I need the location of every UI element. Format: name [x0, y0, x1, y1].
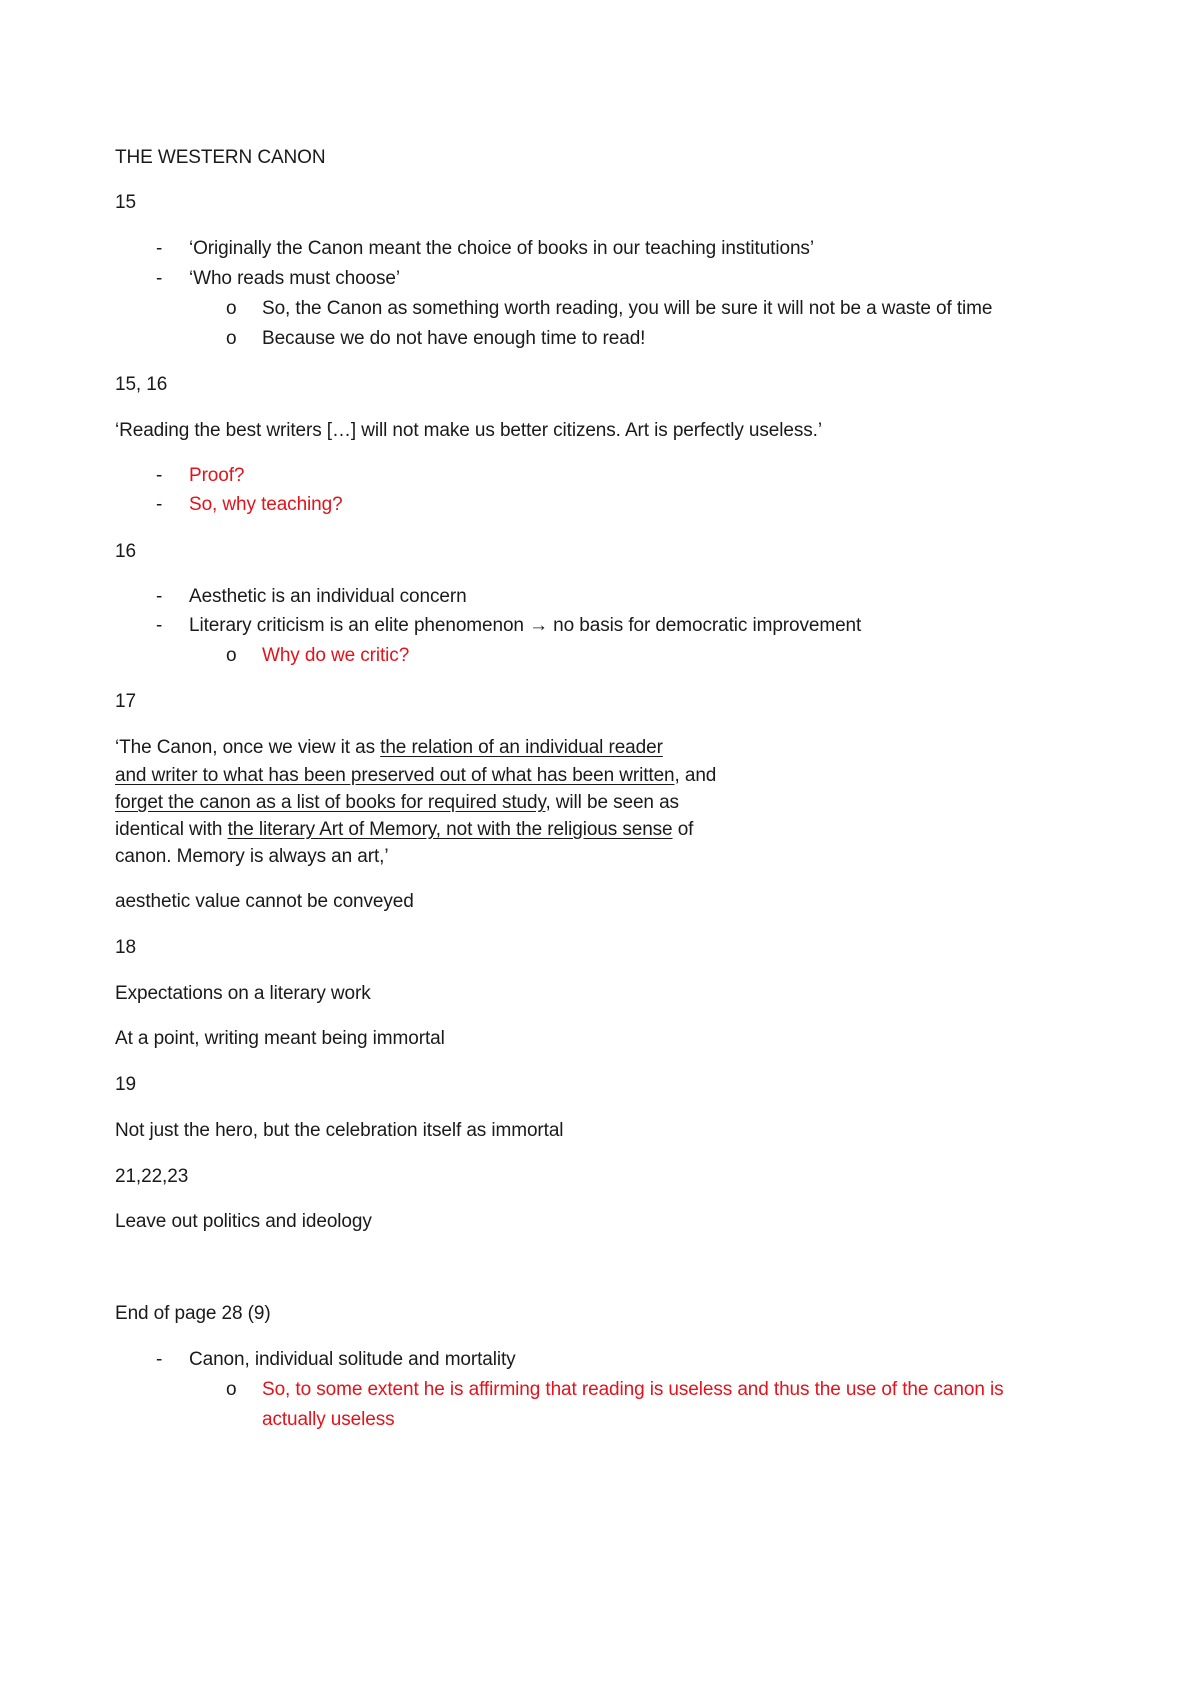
page-number-16: 16	[115, 541, 136, 562]
page-number-21-22-23: 21,22,23	[115, 1166, 189, 1187]
underlined-text: the relation of an individual reader	[380, 737, 663, 758]
bullet-text: Canon, individual solitude and mortality	[189, 1349, 516, 1370]
page-number-19: 19	[115, 1074, 136, 1095]
underlined-text: and writer to what has been preserved out of what has been written	[115, 765, 675, 786]
quote-line-2	[115, 765, 716, 787]
note-text: aesthetic value cannot be conveyed	[115, 891, 414, 912]
circle-bullet: o	[226, 1379, 237, 1400]
underlined-text: the literary Art of Memory, not with the religious sense	[227, 819, 673, 840]
red-bullet-text: So, why teaching?	[189, 494, 343, 515]
circle-bullet: o	[226, 328, 237, 349]
quote-text: identical with	[115, 819, 228, 840]
quote-line-4	[115, 819, 693, 841]
bullet-text: Aesthetic is an individual concern	[189, 586, 467, 607]
section-heading: End of page 28 (9)	[115, 1303, 271, 1324]
quote-text: ‘The Canon, once we view it as	[115, 737, 381, 758]
quote-line-1	[115, 737, 663, 759]
quote-text: of	[672, 819, 694, 840]
bullet-text-post: no basis for democratic improvement	[553, 615, 862, 636]
bullet-text	[189, 615, 861, 637]
circle-bullet: o	[226, 298, 237, 319]
quote-text: , and	[674, 765, 717, 786]
red-sub-bullet-text: So, to some extent he is affirming that reading is useless and thus the use of the canon is	[262, 1379, 1004, 1400]
page-number-15-16: 15, 16	[115, 374, 168, 395]
note-text: Expectations on a literary work	[115, 983, 371, 1004]
dash-bullet: -	[156, 1349, 163, 1370]
bullet-text: ‘Who reads must choose’	[189, 268, 401, 289]
quote-line-3	[115, 792, 679, 814]
note-text: Not just the hero, but the celebration itself as immortal	[115, 1120, 564, 1141]
bullet-text-pre: Literary criticism is an elite phenomenon	[189, 615, 524, 636]
red-sub-bullet-text: actually useless	[262, 1409, 395, 1430]
quote-line-5: canon. Memory is always an art,’	[115, 846, 389, 867]
dash-bullet: -	[156, 238, 163, 259]
page-number-15: 15	[115, 192, 136, 213]
circle-bullet: o	[226, 645, 237, 666]
quote-text: ‘Reading the best writers […] will not make us better citizens. Art is perfectly useless.’	[115, 420, 822, 441]
note-text: Leave out politics and ideology	[115, 1211, 372, 1232]
dash-bullet: -	[156, 494, 163, 515]
sub-bullet-text: Because we do not have enough time to read!	[262, 328, 646, 349]
page-number-18: 18	[115, 937, 136, 958]
right-arrow-icon: →	[529, 615, 548, 636]
page-number-17: 17	[115, 691, 136, 712]
red-bullet-text: Proof?	[189, 465, 245, 486]
sub-bullet-text: So, the Canon as something worth reading, you will be sure it will not be a waste of time	[262, 298, 993, 319]
dash-bullet: -	[156, 586, 163, 607]
document-title: THE WESTERN CANON	[115, 147, 326, 168]
dash-bullet: -	[156, 615, 163, 636]
note-text: At a point, writing meant being immortal	[115, 1028, 445, 1049]
quote-text: , will be seen as	[545, 792, 679, 813]
dash-bullet: -	[156, 268, 163, 289]
dash-bullet: -	[156, 465, 163, 486]
red-sub-bullet-text: Why do we critic?	[262, 645, 410, 666]
underlined-text: forget the canon as a list of books for required study	[115, 792, 546, 813]
bullet-text: ‘Originally the Canon meant the choice of books in our teaching institutions’	[189, 238, 814, 259]
